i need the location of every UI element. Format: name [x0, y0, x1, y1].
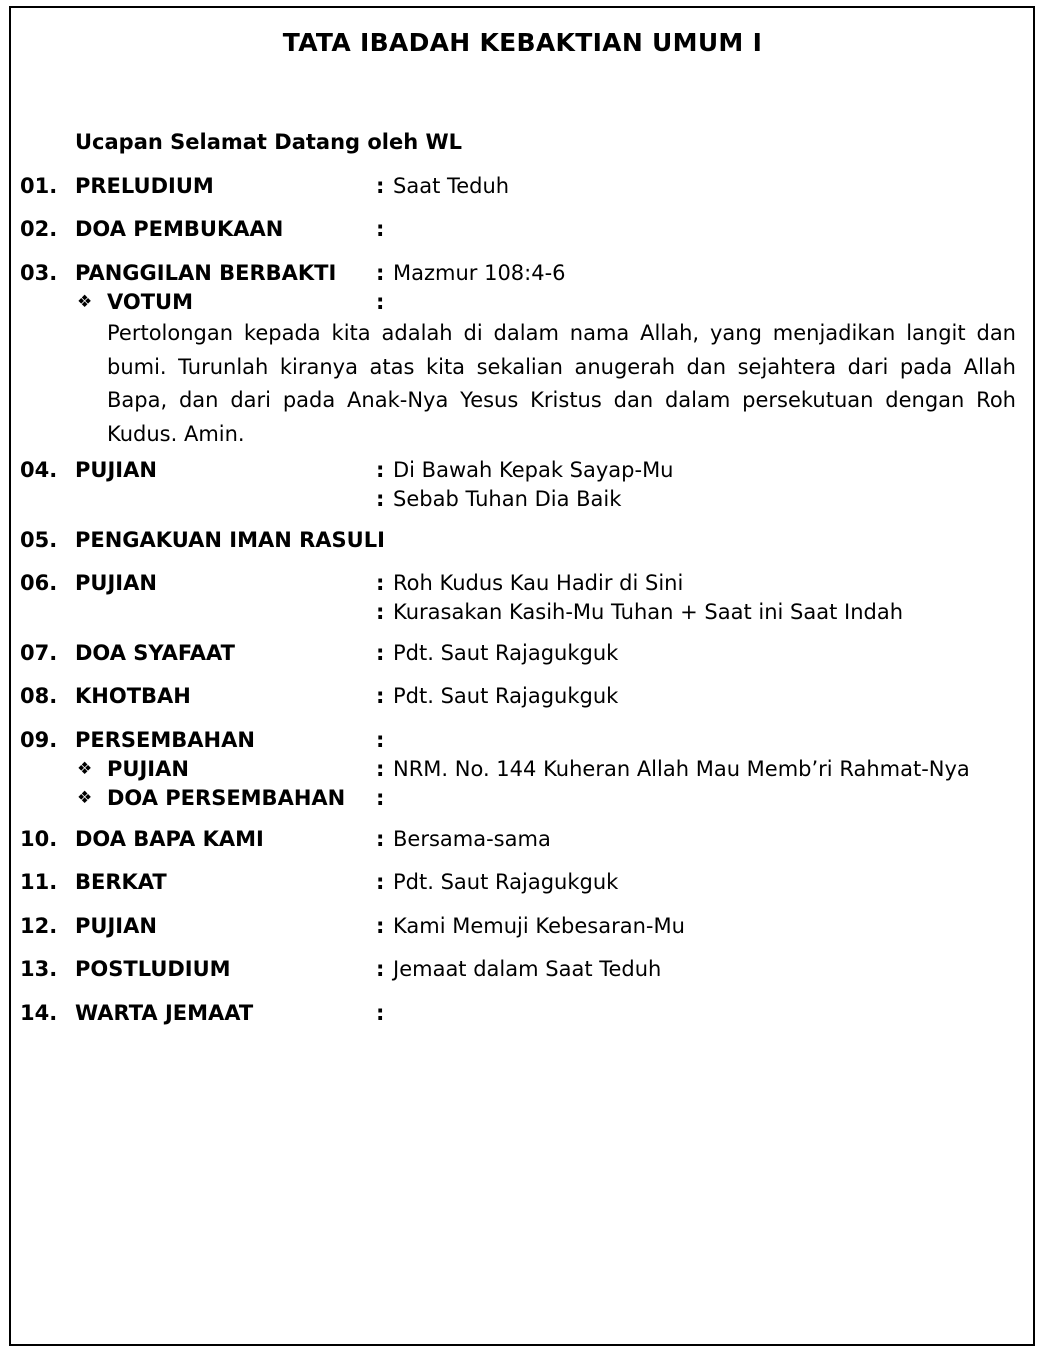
- item-value: Roh Kudus Kau Hadir di Sini: [393, 571, 684, 595]
- item-label: PUJIAN: [75, 914, 157, 938]
- colon: :: [376, 458, 385, 482]
- item-number: 02.: [20, 217, 58, 241]
- item-number: 08.: [20, 684, 58, 708]
- votum-paragraph: Pertolongan kepada kita adalah di dalam nama Allah, yang menjadikan langit dan bumi. Turunlah kiranya atas kita sekalian anugerah dan sejahtera dari pada Allah Bapa, dan dari pada Anak-Nya Yesus Kristus dan dalam persekutuan dengan Roh Kudus. Amin.: [107, 321, 1016, 446]
- colon: :: [376, 217, 385, 241]
- document-title: TATA IBADAH KEBAKTIAN UMUM I: [282, 28, 763, 57]
- colon: :: [376, 786, 385, 810]
- colon: :: [376, 684, 385, 708]
- item-label: PENGAKUAN IMAN RASULI: [75, 528, 385, 552]
- item-value: Saat Teduh: [393, 174, 510, 198]
- sub-item-label: DOA PERSEMBAHAN: [107, 786, 346, 810]
- item-number: 07.: [20, 641, 58, 665]
- item-label: DOA BAPA KAMI: [75, 827, 264, 851]
- item-number: 11.: [20, 870, 58, 894]
- colon: :: [376, 957, 385, 981]
- sub-item-label: VOTUM: [107, 290, 194, 314]
- colon: :: [376, 641, 385, 665]
- item-number: 12.: [20, 914, 58, 938]
- item-value: Pdt. Saut Rajagukguk: [393, 641, 619, 665]
- item-label: DOA PEMBUKAAN: [75, 217, 284, 241]
- item-label: PUJIAN: [75, 571, 157, 595]
- colon: :: [376, 290, 385, 314]
- sub-item-value: NRM. No. 144 Kuheran Allah Mau Memb’ri Rahmat-Nya: [393, 757, 970, 781]
- item-value-secondary: Sebab Tuhan Dia Baik: [393, 487, 622, 511]
- item-label: WARTA JEMAAT: [75, 1001, 254, 1025]
- item-label: KHOTBAH: [75, 684, 191, 708]
- item-value: Di Bawah Kepak Sayap-Mu: [393, 458, 674, 482]
- colon: :: [376, 1001, 385, 1025]
- item-number: 13.: [20, 957, 58, 981]
- colon: :: [376, 487, 385, 511]
- colon: :: [376, 571, 385, 595]
- item-value-secondary: Kurasakan Kasih-Mu Tuhan + Saat ini Saat Indah: [393, 600, 904, 624]
- colon: :: [376, 870, 385, 894]
- item-number: 01.: [20, 174, 58, 198]
- item-number: 03.: [20, 261, 58, 285]
- item-label: POSTLUDIUM: [75, 957, 231, 981]
- colon: :: [376, 757, 385, 781]
- item-number: 05.: [20, 528, 58, 552]
- colon: :: [376, 600, 385, 624]
- diamond-bullet-icon: ❖: [77, 788, 93, 808]
- item-value: Kami Memuji Kebesaran-Mu: [393, 914, 685, 938]
- item-value: Jemaat dalam Saat Teduh: [393, 957, 662, 981]
- colon: :: [376, 174, 385, 198]
- item-number: 06.: [20, 571, 58, 595]
- colon: :: [376, 827, 385, 851]
- colon: :: [376, 261, 385, 285]
- item-label: PUJIAN: [75, 458, 157, 482]
- diamond-bullet-icon: ❖: [77, 759, 93, 779]
- item-label: PERSEMBAHAN: [75, 728, 255, 752]
- item-value: Pdt. Saut Rajagukguk: [393, 684, 619, 708]
- item-label: PRELUDIUM: [75, 174, 214, 198]
- item-number: 09.: [20, 728, 58, 752]
- item-number: 10.: [20, 827, 58, 851]
- item-label: DOA SYAFAAT: [75, 641, 235, 665]
- item-label: PANGGILAN BERBAKTI: [75, 261, 337, 285]
- sub-item-label: PUJIAN: [107, 757, 189, 781]
- diamond-bullet-icon: ❖: [77, 292, 93, 312]
- item-number: 14.: [20, 1001, 58, 1025]
- page-border: [9, 6, 1035, 1346]
- item-value: Mazmur 108:4-6: [393, 261, 566, 285]
- colon: :: [376, 728, 385, 752]
- item-value: Bersama-sama: [393, 827, 551, 851]
- welcome-line: Ucapan Selamat Datang oleh WL: [75, 130, 463, 154]
- item-number: 04.: [20, 458, 58, 482]
- item-value: Pdt. Saut Rajagukguk: [393, 870, 619, 894]
- colon: :: [376, 914, 385, 938]
- item-label: BERKAT: [75, 870, 167, 894]
